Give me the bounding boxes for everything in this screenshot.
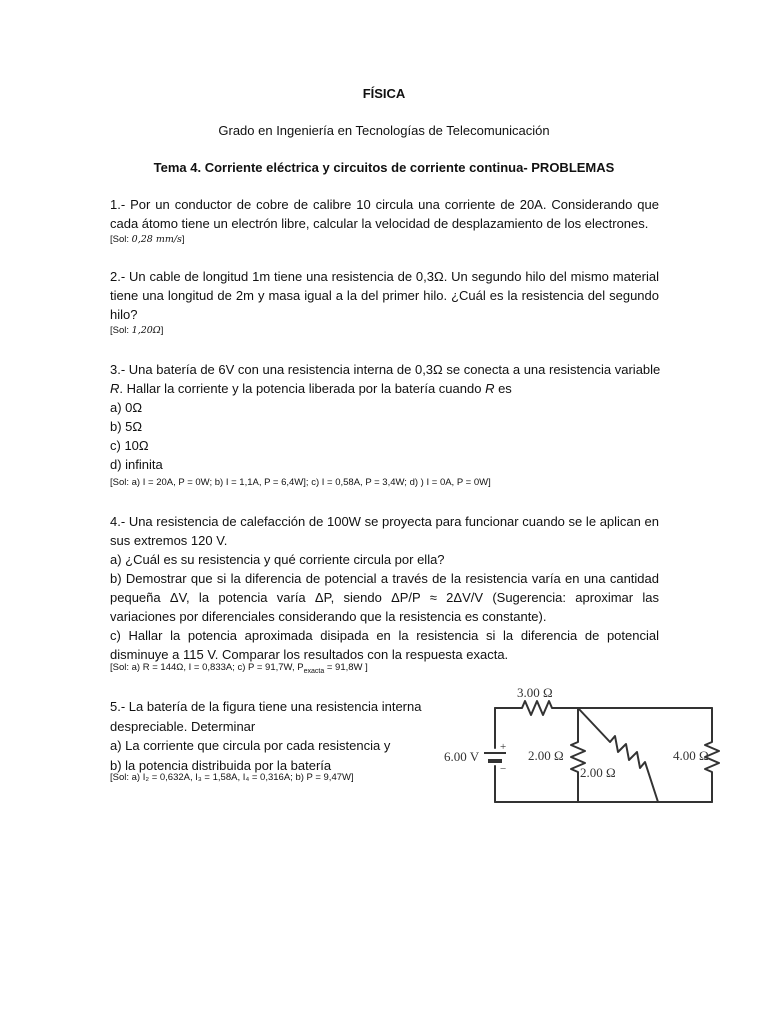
- problem-1-solution: [110, 234, 185, 245]
- problem-2: [110, 267, 659, 324]
- label-r-top: 3.00 Ω: [517, 685, 553, 700]
- problem-5-part-a: a) La corriente que circula por cada resistencia y: [110, 738, 391, 753]
- solution-suffix: ]: [160, 325, 164, 336]
- solution-prefix: [Sol:: [110, 325, 130, 336]
- degree-title: Grado en Ingeniería en Tecnologías de Telecomunicación: [218, 123, 550, 138]
- problem-4-part-b-line-1: b) Demostrar que si la diferencia de potencial a través de la resistencia varía en una cantidad: [110, 571, 659, 586]
- problem-1-line-2: cada átomo tiene un electrón libre, calcular la velocidad de desplazamiento de los electrones.: [110, 216, 649, 231]
- solution-suffix: ]: [181, 234, 185, 245]
- problem-2-solution: [110, 325, 163, 336]
- problem-3-solution: [Sol: a) I = 20A, P = 0W; b) I = 1,1A, P = 6,4W]; c) I = 0,58A, P = 3,4W; d) ) I = 0A, P = 0W]: [110, 477, 491, 488]
- problem-3: [110, 360, 659, 474]
- label-plus: +: [500, 741, 507, 753]
- variable-r: R: [485, 381, 495, 396]
- problem-4: [110, 512, 659, 664]
- problem-3-line-1: 3.- Una batería de 6V con una resistencia interna de 0,3Ω se conecta a una resistencia variable: [110, 362, 661, 377]
- label-r-left: 2.00 Ω: [528, 748, 564, 763]
- top-wire: [495, 701, 712, 715]
- problem-3-option-b: b) 5Ω: [110, 419, 143, 434]
- solution-value: 0,28 mm/s: [131, 234, 182, 245]
- problem-4-part-b-line-3: variaciones por diferenciales considerando que la resistencia es constante).: [110, 609, 547, 624]
- problem-4-part-c-line-2: disminuye a 115 V. Comparar los resultados con la respuesta exacta.: [110, 647, 509, 662]
- problem-5-part-b: b) la potencia distribuida por la batería: [110, 757, 332, 773]
- middle-branch-resistor: [571, 708, 585, 802]
- problem-3-option-c: c) 10Ω: [110, 438, 149, 453]
- label-minus: −: [500, 763, 507, 775]
- problem-5-line-2: despreciable. Determinar: [110, 718, 256, 734]
- problem-3-option-d: d) infinita: [110, 457, 163, 472]
- problem-4-part-c-line-1: c) Hallar la potencia aproximada disipada en la resistencia si la diferencia de potencial: [110, 628, 659, 643]
- subscript-exacta: exacta: [303, 667, 325, 675]
- problem-2-line-2: tiene una longitud de 2m y masa igual a la del primer hilo. ¿Cuál es la resistencia del segundo: [110, 288, 659, 303]
- problem-4-solution: [Sol: a) R = 144Ω, I = 0,833A; c) P = 91,7W, $P_{exacta} = 91,8W$ ]: [110, 662, 368, 675]
- problem-5: [110, 697, 435, 775]
- topic-title: Tema 4. Corriente eléctrica y circuitos de corriente continua- PROBLEMAS: [153, 160, 615, 175]
- problem-3-option-a: a) 0Ω: [110, 400, 143, 415]
- solution-value: 1,20Ω: [131, 325, 161, 336]
- problem-5-line-1: 5.- La batería de la figura tiene una resistencia interna: [110, 699, 422, 714]
- solution-prefix: [Sol:: [110, 234, 130, 245]
- problem-2-line-3: hilo?: [110, 307, 138, 322]
- label-battery: 6.00 V: [444, 749, 480, 764]
- problem-4-line-1: 4.- Una resistencia de calefacción de 100W se proyecta para funcionar cuando se le aplican en: [110, 514, 659, 529]
- diagonal-branch-resistor: [578, 708, 658, 802]
- problem-4-part-b-line-2: pequeña ΔV, la potencia varía ΔP, siendo ΔP/P ≈ 2ΔV/V (Sugerencia: aproximar las: [110, 590, 659, 605]
- problem-1: [110, 195, 659, 233]
- circuit-diagram: [440, 680, 720, 810]
- problem-2-line-1: 2.- Un cable de longitud 1m tiene una resistencia de 0,3Ω. Un segundo hilo del mismo material: [110, 269, 659, 284]
- variable-r: R: [110, 381, 120, 396]
- problem-5-solution: [Sol: a) I₂ = 0,632A, I₃ = 1,58A, I₄ = 0,316A; b) P = 9,47W]: [110, 772, 354, 783]
- subject-title: FÍSICA: [362, 86, 406, 101]
- label-r-right: 4.00 Ω: [673, 748, 709, 763]
- problem-1-line-1: 1.- Por un conductor de cobre de calibre 10 circula una corriente de 20A. Considerando que: [110, 197, 659, 212]
- problem-4-line-2: sus extremos 120 V.: [110, 533, 228, 548]
- problem-4-part-a: a) ¿Cuál es su resistencia y qué corriente circula por ella?: [110, 552, 445, 567]
- label-r-diag: 2.00 Ω: [580, 765, 616, 780]
- problem-3-line-2: R. Hallar la corriente y la potencia liberada por la batería cuando R es: [110, 381, 512, 396]
